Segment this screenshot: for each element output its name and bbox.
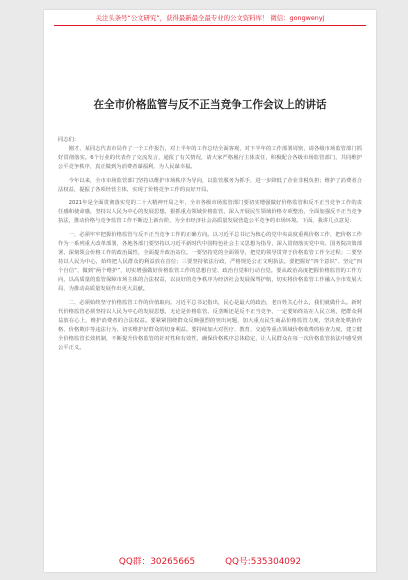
qq-number-label: QQ号:535304092 (225, 557, 302, 567)
paragraph: 一、必须牢牢把握价格监管与反不正当竞争工作的正确方向。以习近平总书记为核心的党中央高度重视价格工作，把价格工作作为一系列重大改革部署，各地各部门要坚持以习近平新时代中国特色社会主义思想为指导，深入贯彻落实党中央、国务院决策部署，深刻领会价格工作的政治属性，全面提升政治站位。一要坚持党的全面领导，把党的领导贯穿于价格监管工作全过程；二要坚持以人民为中心，始终把人民群众的利益放在首位；三要坚持依法行政，严格规范公正文明执法。要把握好“四个意识”、坚定“四个自信”、做到“两个维护”，切实增强做好价格监管工作的思想自觉、政治自觉和行动自觉。要从政治高度把握价格监管的工作方向，以高质量的监管保障市场主体的合法权益，以良好的竞争秩序为经济社会发展保驾护航，切实将价格监管工作融入全市发展大局，为推动高质量发展作出更大贡献。 (58, 231, 362, 293)
document-page (44, 10, 376, 572)
document-body (58, 136, 362, 353)
paragraph: 今年以来，全市市场监管部门坚持以维护市场秩序为导向，以监管服务为抓手，进一步降低了企业非税负担；维护了消费者合法权益，提振了各项经营主体，实现了价格竞争工作的良好开局。 (58, 177, 362, 193)
contact-footer (44, 556, 376, 568)
qq-group-label: QQ群：30265665 (118, 557, 196, 567)
paragraph: 二、必须始终坚守价格监管工作的价值取向。习近平总书记指出，民心是最大的政治，老百姓关心什么，我们就做什么。新时代价格监管必须坚持以人民为中心的发展思想，无论是价格监管、反垄断还是反不正当竞争，一定要始终站在人民立场，把群众利益放在心上，维护消费者的合法权益。要紧紧围绕群众反映强烈的突出问题，加大重点民生商品价格监管力度，坚决查处哄抬价格、价格欺诈等违法行为，切实维护好群众的切身利益。要持续加大对医疗、教育、交通等重点领域价格收费的检查力度，建立健全价格监管长效机制，不断提升价格监管的针对性和有效性，确保价格秩序总体稳定，让人民群众在每一次价格监管执法中感受到公平正义。 (58, 299, 362, 352)
document-title: 在全市价格监管与反不正当竞争工作会议上的讲话 (93, 99, 327, 111)
salutation: 同志们： (58, 137, 80, 143)
promo-banner: 关注头条号“公文研究”，获得最新最全最专业的公文资料库！ 微信：gongwenyj (95, 14, 325, 22)
banner-divider (54, 25, 366, 26)
paragraph: 刚才，某同志代表市局作了一个工作报告，对上半年的工作总结全面客观，对下半年的工作部署周密，请各级市场监管部门抓好贯彻落实。6个行业的代表作了交流发言，通报了有关情况，请大家严格履行主体责任，积极配合各级市场监管部门，共同维护公平竞争秩序，真正做到为消费者谋福利、为人民谋幸福。 (58, 146, 362, 171)
paragraph: 2021年是全面贯彻落实党的二十大精神开局之年，全市各级市场监管部门要切实增强做好价格监管和反不正当竞争工作的责任感和使命感，坚持以人民为中心的发展思想，狠抓重点领域价格监管，深入开展民生领域价格专项整治，全面加强反不正当竞争执法，推动价格与竞争监管工作不断迈上新台阶，为全市经济社会高质量发展营造公平竞争的市场环境。下面，我讲几点意见： (58, 200, 362, 225)
